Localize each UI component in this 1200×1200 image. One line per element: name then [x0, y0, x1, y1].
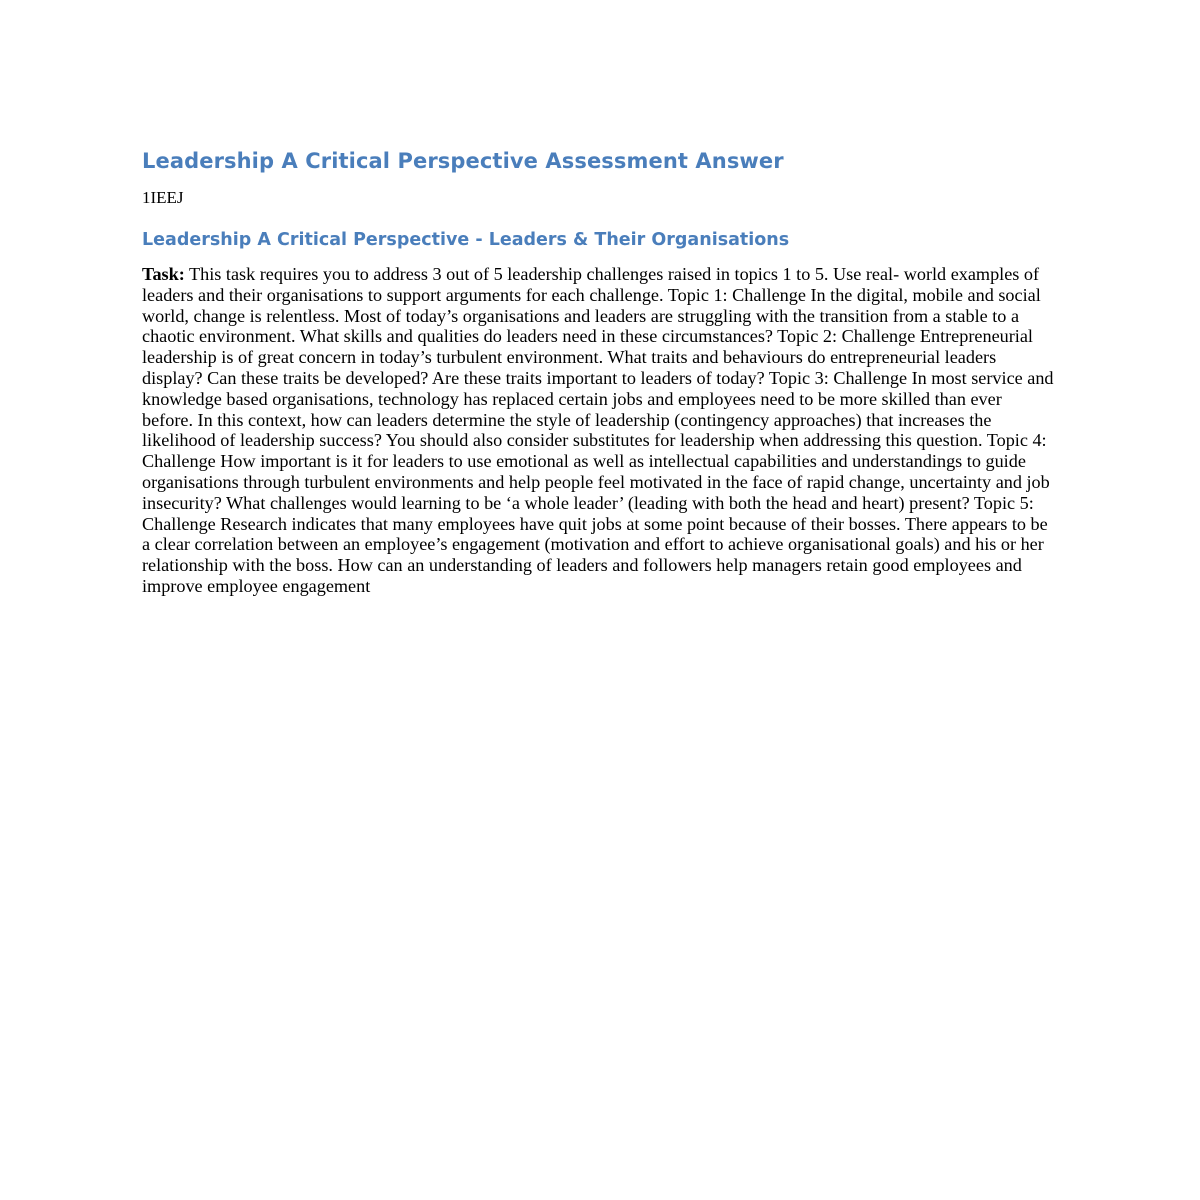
task-text: This task requires you to address 3 out of 5 leadership challenges raised in topics 1 to 5. Use real- world examples of leaders and their organisations to support arguments for each challenge. Topic 1: Challenge In the digital, mobile and social world, change is relentless. Most of today’s organisations and leaders are struggling with the transition from a stable to a chaotic environment. What skills and qualities do leaders need in these circumstances? Topic 2: Challenge Entrepreneurial leadership is of great concern in today’s turbulent environment. What traits and behaviours do entrepreneurial leaders display? Can these traits be developed? Are these traits important to leaders of today? Topic 3: Challenge In most service and knowledge based organisations, technology has replaced certain jobs and employees need to be more skilled than ever before. In this context, how can leaders determine the style of leadership (contingency approaches) that increases the likelihood of leadership success? You should also consider substitutes for leadership when addressing this question. Topic 4: Challenge How important is it for leaders to use emotional as well as intellectual capabilities and understandings to guide organisations through turbulent environments and help people feel motivated in the face of rapid change, uncertainty and job insecurity? What challenges would learning to be ‘a whole leader’ (leading with both the head and heart) present? Topic 5: Challenge Research indicates that many employees have quit jobs at some point because of their bosses. There appears to be a clear correlation between an employee’s engagement (motivation and effort to achieve organisational goals) and his or her relationship with the boss. How can an understanding of leaders and followers help managers retain good employees and improve employee engagement	[142, 264, 1054, 596]
document-page	[142, 146, 1056, 597]
document-title: Leadership A Critical Perspective Assessment Answer	[142, 149, 784, 173]
task-label: Task:	[142, 264, 185, 284]
document-code: 1IEEJ	[142, 188, 184, 207]
task-paragraph	[142, 264, 1056, 597]
document-subtitle: Leadership A Critical Perspective - Leaders & Their Organisations	[142, 230, 790, 250]
